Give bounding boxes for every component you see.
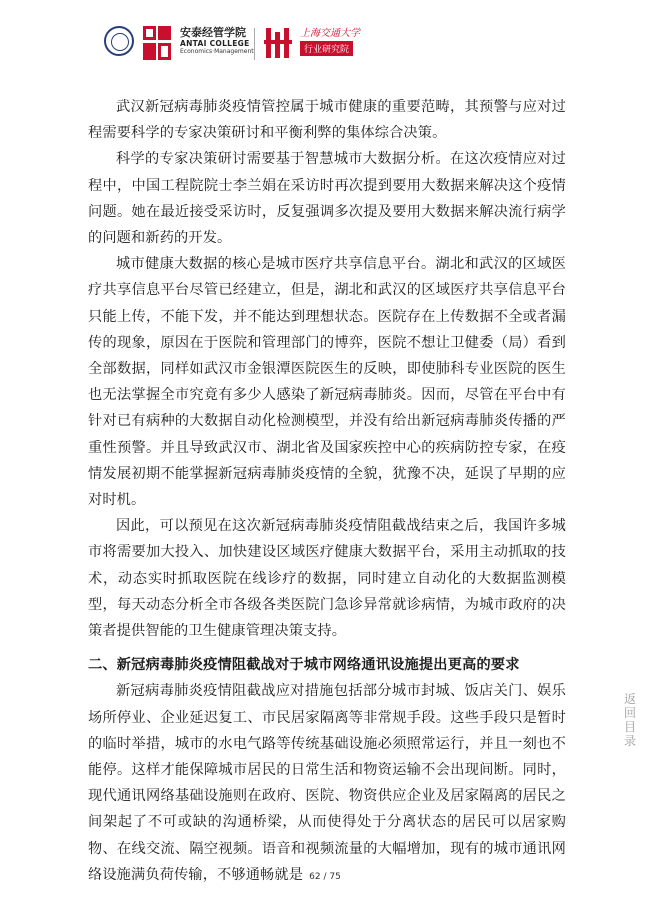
paragraph: 科学的专家决策研讨需要基于智慧城市大数据分析。在这次疫情应对过程中，中国工程院院士李兰娟在采访时再次提到要用大数据来解决这个疫情问题。她在最近接受采访时，反复强调多次提及要用大数据来解决流行病学的问题和新药的开发。 bbox=[88, 151, 566, 247]
acem-name-en-sub: Economics·Management bbox=[180, 48, 254, 55]
acem-name-cn: 安泰经管学院 bbox=[180, 26, 246, 39]
sjtu-seal-logo bbox=[104, 26, 134, 56]
acem-logo-mark bbox=[142, 24, 172, 62]
institute-label: 行业研究院 bbox=[300, 41, 353, 56]
section-gap bbox=[88, 644, 566, 652]
back-to-toc-link[interactable]: 返回目录 bbox=[623, 692, 636, 748]
acem-name-en: ANTAI COLLEGE bbox=[180, 39, 250, 48]
page-header bbox=[104, 22, 360, 70]
sjtu-calligraphy: 上海交通大学 bbox=[300, 28, 360, 39]
paragraph: 武汉新冠病毒肺炎疫情管控属于城市健康的重要范畴，其预警与应对过程需要科学的专家决策研讨和平衡利弊的集体综合决策。 bbox=[88, 99, 566, 142]
document-body bbox=[88, 94, 566, 888]
section-heading: 二、新冠病毒肺炎疫情阻截战对于城市网络通讯设施提出更高的要求 bbox=[88, 657, 520, 674]
institute-logo-mark bbox=[264, 26, 294, 60]
paragraph: 城市健康大数据的核心是城市医疗共享信息平台。湖北和武汉的区域医疗共享信息平台尽管已经建立，但是，湖北和武汉的区域医疗共享信息平台只能上传，不能下发，并不能达到理想状态。医院存在上传数据不全或者漏传的现象，原因在于医院和管理部门的博弈，医院不想让卫健委（局）看到全部数据，同样如武汉市金银潭医院医生的反映，即使肺科专业医院的医生也无法掌握全市究竟有多少人感染了新冠病毒肺炎。因而，尽管在平台中有针对已有病种的大数据自动化检测模型，并没有给出新冠病毒肺炎传播的严重性预警。并且导致武汉市、湖北省及国家疾控中心的疾病防控专家，在疫情发展初期不能掌握新冠病毒肺炎疫情的全貌，犹豫不决，延误了早期的应对时机。 bbox=[88, 256, 566, 509]
header-divider bbox=[254, 28, 255, 60]
page-number: 62 / 75 bbox=[309, 872, 341, 882]
paragraph: 新冠病毒肺炎疫情阻截战应对措施包括部分城市封城、饭店关门、娱乐场所停业、企业延迟复工、市民居家隔离等非常规手段。这些手段只是暂时的临时举措，城市的水电气路等传统基础设施必须照常运行，并且一刻也不能停。这样才能保障城市居民的日常生活和物资运输不会出现间断。同时，现代通讯网络基础设施则在政府、医院、物资供应企业及居家隔离的居民之间架起了不可或缺的沟通桥梁，从而使得处于分离状态的居民可以居家购物、在线交流、隔空视频。语音和视频流量的大幅增加，现有的城市通讯网络设施满负荷传输，不够通畅就是 bbox=[88, 683, 566, 883]
paragraph: 因此，可以预见在这次新冠病毒肺炎疫情阻截战结束之后，我国许多城市将需要加大投入、加快建设区域医疗健康大数据平台，采用主动抓取的技术，动态实时抓取医院在线诊疗的数据，同时建立自动化的大数据监测模型，每天动态分析全市各级各类医院门急诊异常就诊病情，为城市政府的决策者提供智能的卫生健康管理决策支持。 bbox=[88, 518, 566, 640]
